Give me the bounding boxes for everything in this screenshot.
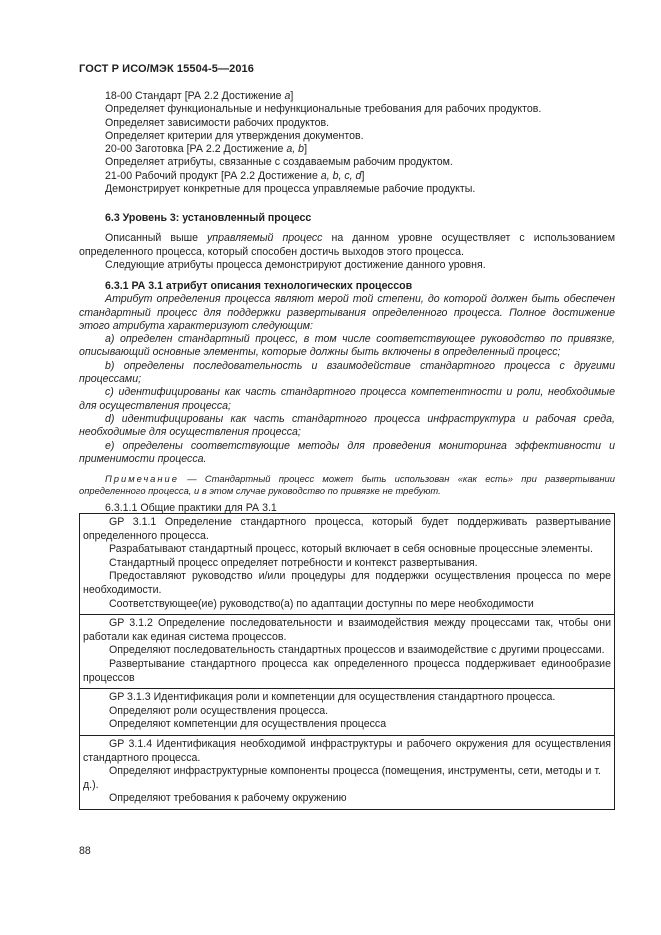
practice-title: GP 3.1.2 Определение последовательности и взаимодействия между процессами так, чтобы они работали как единая система процессов. xyxy=(83,617,611,643)
list-item: Определяет зависимости рабочих продуктов. xyxy=(105,116,330,129)
list-item: Демонстрирует конкретные для процесса управляемые рабочие продукты. xyxy=(105,183,476,196)
table-row xyxy=(80,689,615,736)
note-label: Примечание xyxy=(105,473,179,485)
paragraph: Описанный выше управляемый процесс на данном уровне осуществляет с использованием определенного процесса, который способен достичь выходов этого процесса. xyxy=(79,232,615,258)
practice-line: Предоставляют руководство и/или процедуры для поддержки осуществления процесса по мере необходимости. xyxy=(83,570,611,596)
attribute-item: b) определены последовательность и взаимодействие стандартного процесса с другими процессами; xyxy=(79,359,615,386)
attribute-item: e) определены соответствующие методы для проведения мониторинга эффективности и применимости процесса. xyxy=(79,439,615,465)
table-cell xyxy=(80,689,615,736)
practice-line: Определяют требования к рабочему окружению xyxy=(109,792,347,805)
attribute-item: d) идентифицированы как часть стандартного процесса инфраструктура и рабочая среда, необходимые для осуществления процесса; xyxy=(79,412,615,439)
list-item: Определяет атрибуты, связанные с создаваемым рабочим продуктом. xyxy=(105,156,453,169)
section-6-3 xyxy=(79,212,615,272)
list-item: Определяет функциональные и нефункциональные требования для рабочих продуктов. xyxy=(105,103,542,116)
work-product-list xyxy=(79,90,615,196)
practice-line: Определяют последовательность стандартных процессов и взаимодействие с другими процессами. xyxy=(109,644,605,657)
practice-title: GP 3.1.1 Определение стандартного процесса, который будет поддерживать развертывание определенного процесса. xyxy=(83,516,611,542)
paragraph: Следующие атрибуты процесса демонстрируют достижение данного уровня. xyxy=(105,258,486,271)
attribute-item: a) определен стандартный процесс, в том числе соответствующее руководство по привязке, описывающий основные элементы, которые должны быть включены в определенный процесс; xyxy=(79,333,615,359)
document-header: ГОСТ Р ИСО/МЭК 15504-5—2016 xyxy=(79,63,254,75)
subsection-6-3-1 xyxy=(79,280,615,515)
table-cell xyxy=(80,735,615,809)
table-cell xyxy=(80,514,615,615)
table-row xyxy=(80,735,615,809)
practice-line: Развертывание стандартного процесса как определенного процесса поддерживает единообразие процессов xyxy=(83,657,611,684)
practice-line: Определяют инфраструктурные компоненты процесса (помещения, инструменты, сети, методы и т. д.). xyxy=(83,765,601,791)
list-item: 20-00 Заготовка [РА 2.2 Достижение a, b] xyxy=(105,143,308,156)
practice-title: GP 3.1.4 Идентификация необходимой инфраструктуры и рабочего окружения для осуществления стандартного процесса. xyxy=(83,737,611,764)
practice-line: Соответствующее(ие) руководство(а) по адаптации доступны по мере необходимости xyxy=(109,597,534,610)
attribute-item: c) идентифицированы как часть стандартного процесса компетентности и роли, необходимые для осуществления процесса; xyxy=(79,386,615,412)
table-row xyxy=(80,615,615,689)
list-item: 18-00 Стандарт [РА 2.2 Достижение a] xyxy=(105,90,294,102)
list-item: 21-00 Рабочий продукт [РА 2.2 Достижение a, b, c, d] xyxy=(105,169,365,182)
practice-title: GP 3.1.3 Идентификация роли и компетенции для осуществления стандартного процесса. xyxy=(109,691,556,704)
practices-table xyxy=(79,513,615,810)
table-row xyxy=(80,514,615,615)
note: Примечание — Стандартный процесс может быть использован «как есть» при развертывании определенного процесса, и в этом случае руководство по привязке не требуют. xyxy=(79,473,615,497)
practice-line: Определяют компетенции для осуществления процесса xyxy=(109,718,387,731)
subsection-heading: 6.3.1 РА 3.1 атрибут описания технологических процессов xyxy=(105,280,413,292)
practice-line: Определяют роли осуществления процесса. xyxy=(109,704,329,717)
practice-line: Стандартный процесс определяет потребности и контекст развертывания. xyxy=(109,556,478,569)
table-cell xyxy=(80,615,615,689)
practice-line: Разрабатывают стандартный процесс, который включает в себя основные процессные элементы. xyxy=(109,543,593,556)
practices-heading: 6.3.1.1 Общие практики для РА 3.1 xyxy=(105,502,277,515)
attribute-intro: Атрибут определения процесса являют мерой той степени, до которой должен быть обеспечен стандартный процесс для поддержки развертывания определенного процесса. Полное достижение этого атрибута характеризуют следующим: xyxy=(79,293,615,332)
list-item: Определяет критерии для утверждения документов. xyxy=(105,129,364,142)
section-heading: 6.3 Уровень 3: установленный процесс xyxy=(105,212,312,224)
page-number: 88 xyxy=(79,845,91,857)
